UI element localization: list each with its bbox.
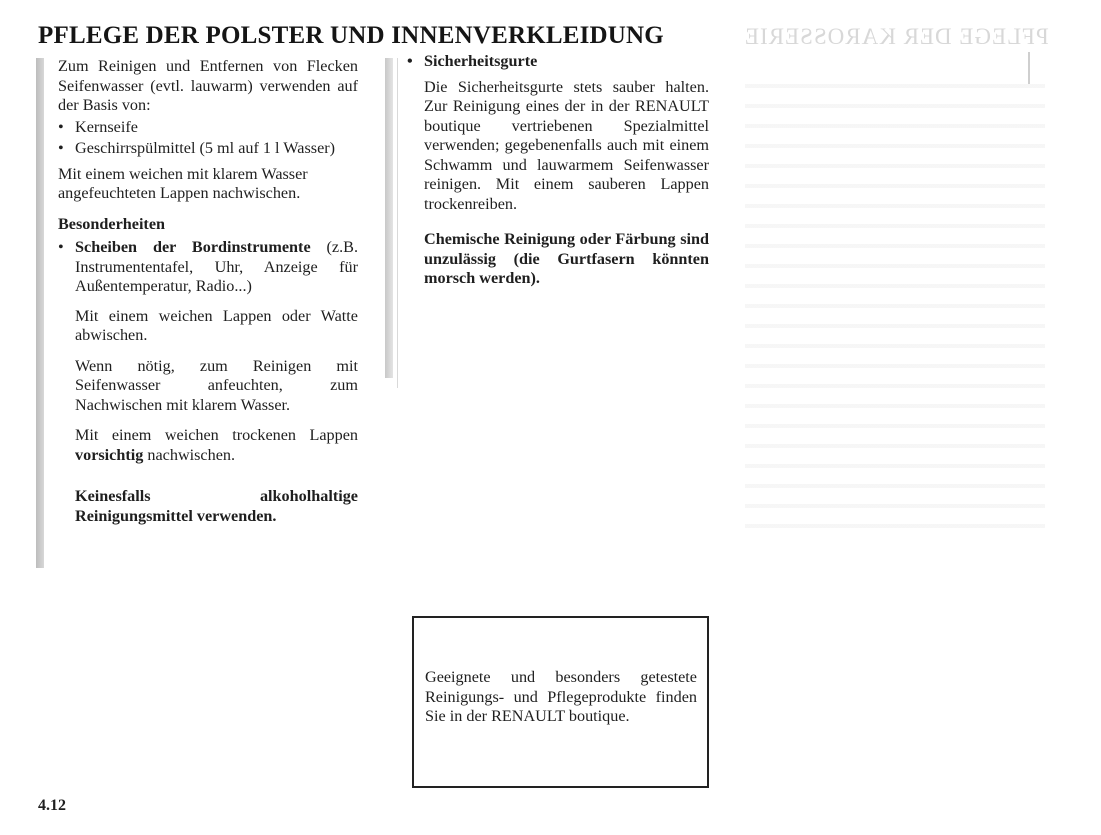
instr-paragraph-3	[58, 426, 358, 465]
belts-list	[407, 52, 709, 72]
belts-warning: Chemische Reinigung oder Färbung sind unzulässig (die Gurtfasern könnten morsch werden).	[424, 230, 709, 287]
belts-paragraph: Die Sicherheitsgurte stets sauber halten. Zur Reinigung eines der in der RENAULT boutique vertriebenen Spezialmittel verwenden; gegebenenfalls auch mit einem Schwamm und lauwarmem Seifenwasser reinigen. Mit einem sauberen Lappen trockenreiben.	[424, 77, 709, 213]
wipe-paragraph: Mit einem weichen mit klarem Wasser angefeuchteten Lappen nachwischen.	[58, 164, 308, 202]
bleed-through-rule	[1028, 52, 1030, 84]
instr-paragraph-2: Wenn nötig, zum Reinigen mit Seifenwasser anfeuchten, zum Nachwischen mit klarem Wasser.	[75, 356, 358, 414]
instr-examples: (z.B. Instrumententafel, Uhr, Anzeige für Außentemperatur, Radio...)	[75, 238, 358, 295]
column-divider	[397, 58, 398, 388]
left-column	[58, 57, 358, 537]
instr-p3-bold: vorsichtig	[75, 445, 144, 464]
soap-list	[58, 118, 358, 159]
info-box-text: Geeignete und besonders getestete Reinigungs- und Pflegeprodukte finden Sie in der RENAULT boutique.	[425, 668, 697, 725]
bleed-through-text	[745, 70, 1045, 540]
instr-title: Scheiben der Bordinstrumente	[75, 238, 311, 256]
left-margin-bar	[36, 58, 44, 568]
special-heading: Besonderheiten	[58, 214, 166, 233]
special-list	[58, 238, 358, 297]
alcohol-warning: Keinesfalls alkoholhaltige Reinigungsmittel verwenden.	[75, 487, 358, 525]
instr-p3-post: nachwischen.	[143, 445, 236, 464]
intro-paragraph: Zum Reinigen und Entfernen von Flecken Seifenwasser (evtl. lauwarm) verwenden auf der Basis von:	[58, 57, 358, 114]
instr-p3-pre: Mit einem weichen trockenen Lappen	[75, 426, 358, 444]
list-item	[58, 238, 358, 297]
right-margin-bar	[385, 58, 393, 378]
bleed-through-title: PFLEGE DER KAROSSERIE	[744, 24, 1049, 49]
info-box	[412, 616, 709, 788]
page-title: PFLEGE DER POLSTER UND INNENVERKLEIDUNG	[38, 22, 664, 49]
right-column	[407, 52, 709, 300]
list-item: • Geschirrspülmittel (5 ml auf 1 l Wasser)	[58, 139, 358, 159]
instr-paragraph-1: Mit einem weichen Lappen oder Watte abwischen.	[75, 306, 358, 344]
list-item: • Kernseife	[58, 118, 358, 138]
page-number: 4.12	[38, 797, 66, 814]
belts-title: • Sicherheitsgurte	[407, 52, 709, 72]
